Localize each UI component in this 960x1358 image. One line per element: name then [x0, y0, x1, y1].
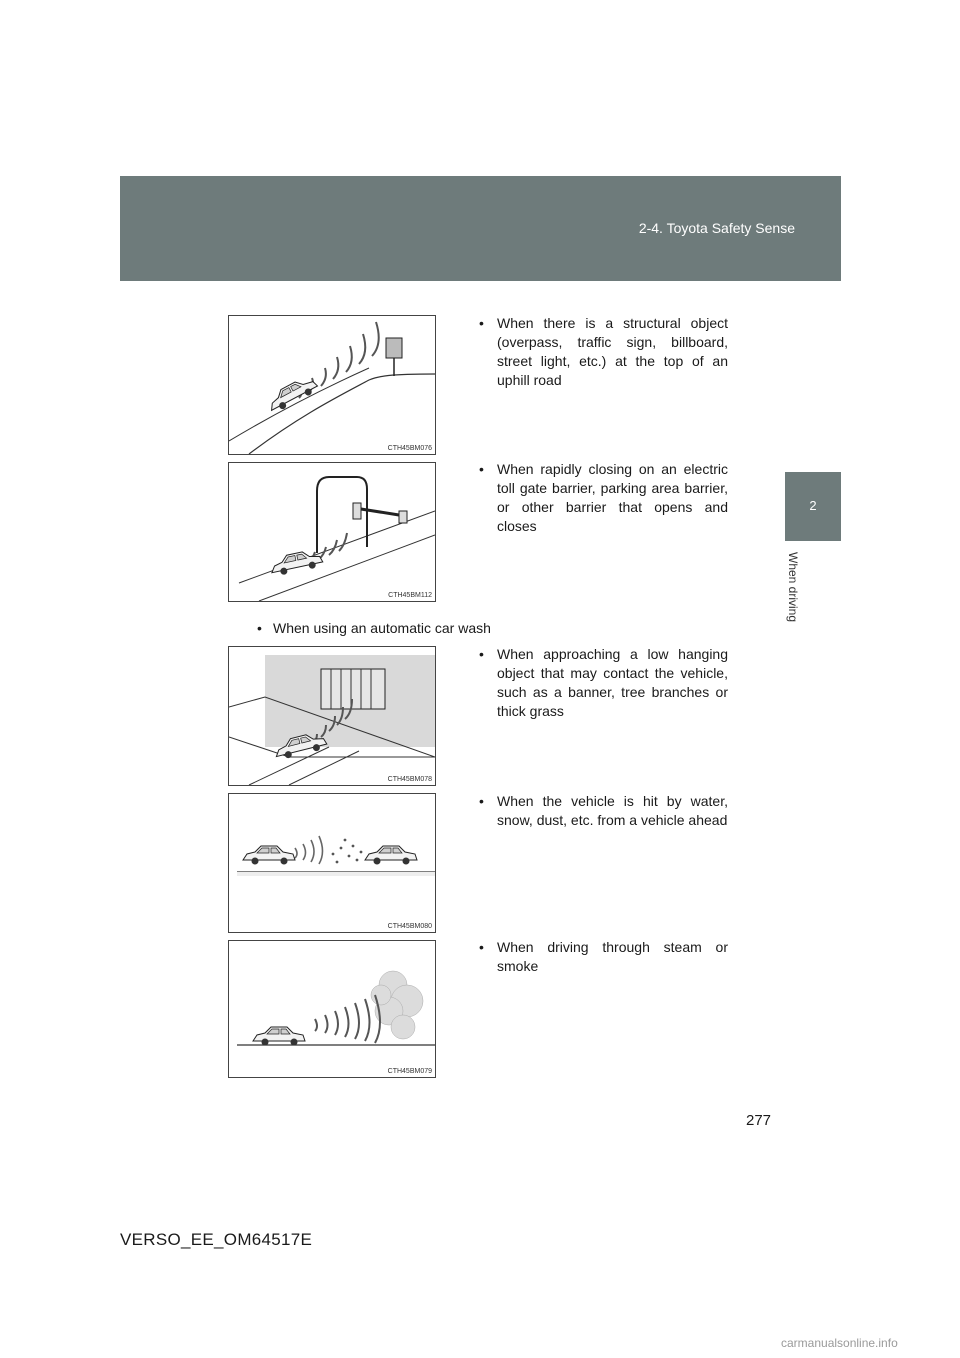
chapter-number: 2	[809, 498, 817, 513]
bullet-item	[469, 645, 728, 721]
figure-code: CTH45BM112	[388, 592, 432, 599]
figure-code: CTH45BM078	[387, 776, 432, 783]
bullet-dot: •	[479, 315, 484, 331]
figure-steam-smoke	[228, 940, 436, 1078]
bullet-dot: •	[257, 620, 262, 636]
section-title: 2-4. Toyota Safety Sense	[638, 220, 795, 236]
figure-code: CTH45BM079	[387, 1068, 432, 1075]
figure-toll-gate	[228, 462, 436, 602]
steam-smoke-illustration	[229, 941, 435, 1077]
bullet-item	[469, 938, 728, 976]
chapter-side-label	[778, 552, 808, 642]
bullet-text: When there is a structural object (overpass, traffic sign, billboard, street light, etc.) at the top of an uphill road	[497, 315, 728, 388]
document-code: VERSO_EE_OM64517E	[120, 1230, 313, 1249]
toll-gate-illustration	[229, 463, 435, 601]
bullet-dot: •	[479, 939, 484, 955]
bullet-item-full-width	[257, 619, 491, 638]
bullet-item	[469, 460, 728, 536]
watermark: carmanualsonline.info	[781, 1336, 898, 1350]
chapter-tab	[785, 472, 841, 541]
bullet-item	[469, 792, 728, 830]
bullet-text: When the vehicle is hit by water, snow, dust, etc. from a vehicle ahead	[497, 793, 728, 828]
chapter-title: When driving	[786, 552, 800, 623]
bullet-dot: •	[479, 793, 484, 809]
section-header	[120, 176, 841, 281]
bullet-text: When using an automatic car wash	[273, 620, 491, 636]
figure-code: CTH45BM080	[387, 923, 432, 930]
water-spray-illustration	[229, 794, 435, 932]
page-number: 277	[746, 1112, 772, 1129]
figure-water-spray	[228, 793, 436, 933]
figure-low-hanging-object	[228, 646, 436, 786]
figure-code: CTH45BM076	[387, 445, 432, 452]
bullet-dot: •	[479, 461, 484, 477]
figure-uphill-structure	[228, 315, 436, 455]
bullet-text: When approaching a low hanging object that may contact the vehicle, such as a banner, tree branches or thick grass	[497, 646, 728, 719]
bullet-text: When rapidly closing on an electric toll gate barrier, parking area barrier, or other barrier that opens and closes	[497, 461, 728, 534]
uphill-illustration	[229, 316, 435, 454]
bullet-text: When driving through steam or smoke	[497, 939, 728, 974]
low-hanging-illustration	[229, 647, 435, 785]
bullet-item	[469, 314, 728, 390]
bullet-dot: •	[479, 646, 484, 662]
